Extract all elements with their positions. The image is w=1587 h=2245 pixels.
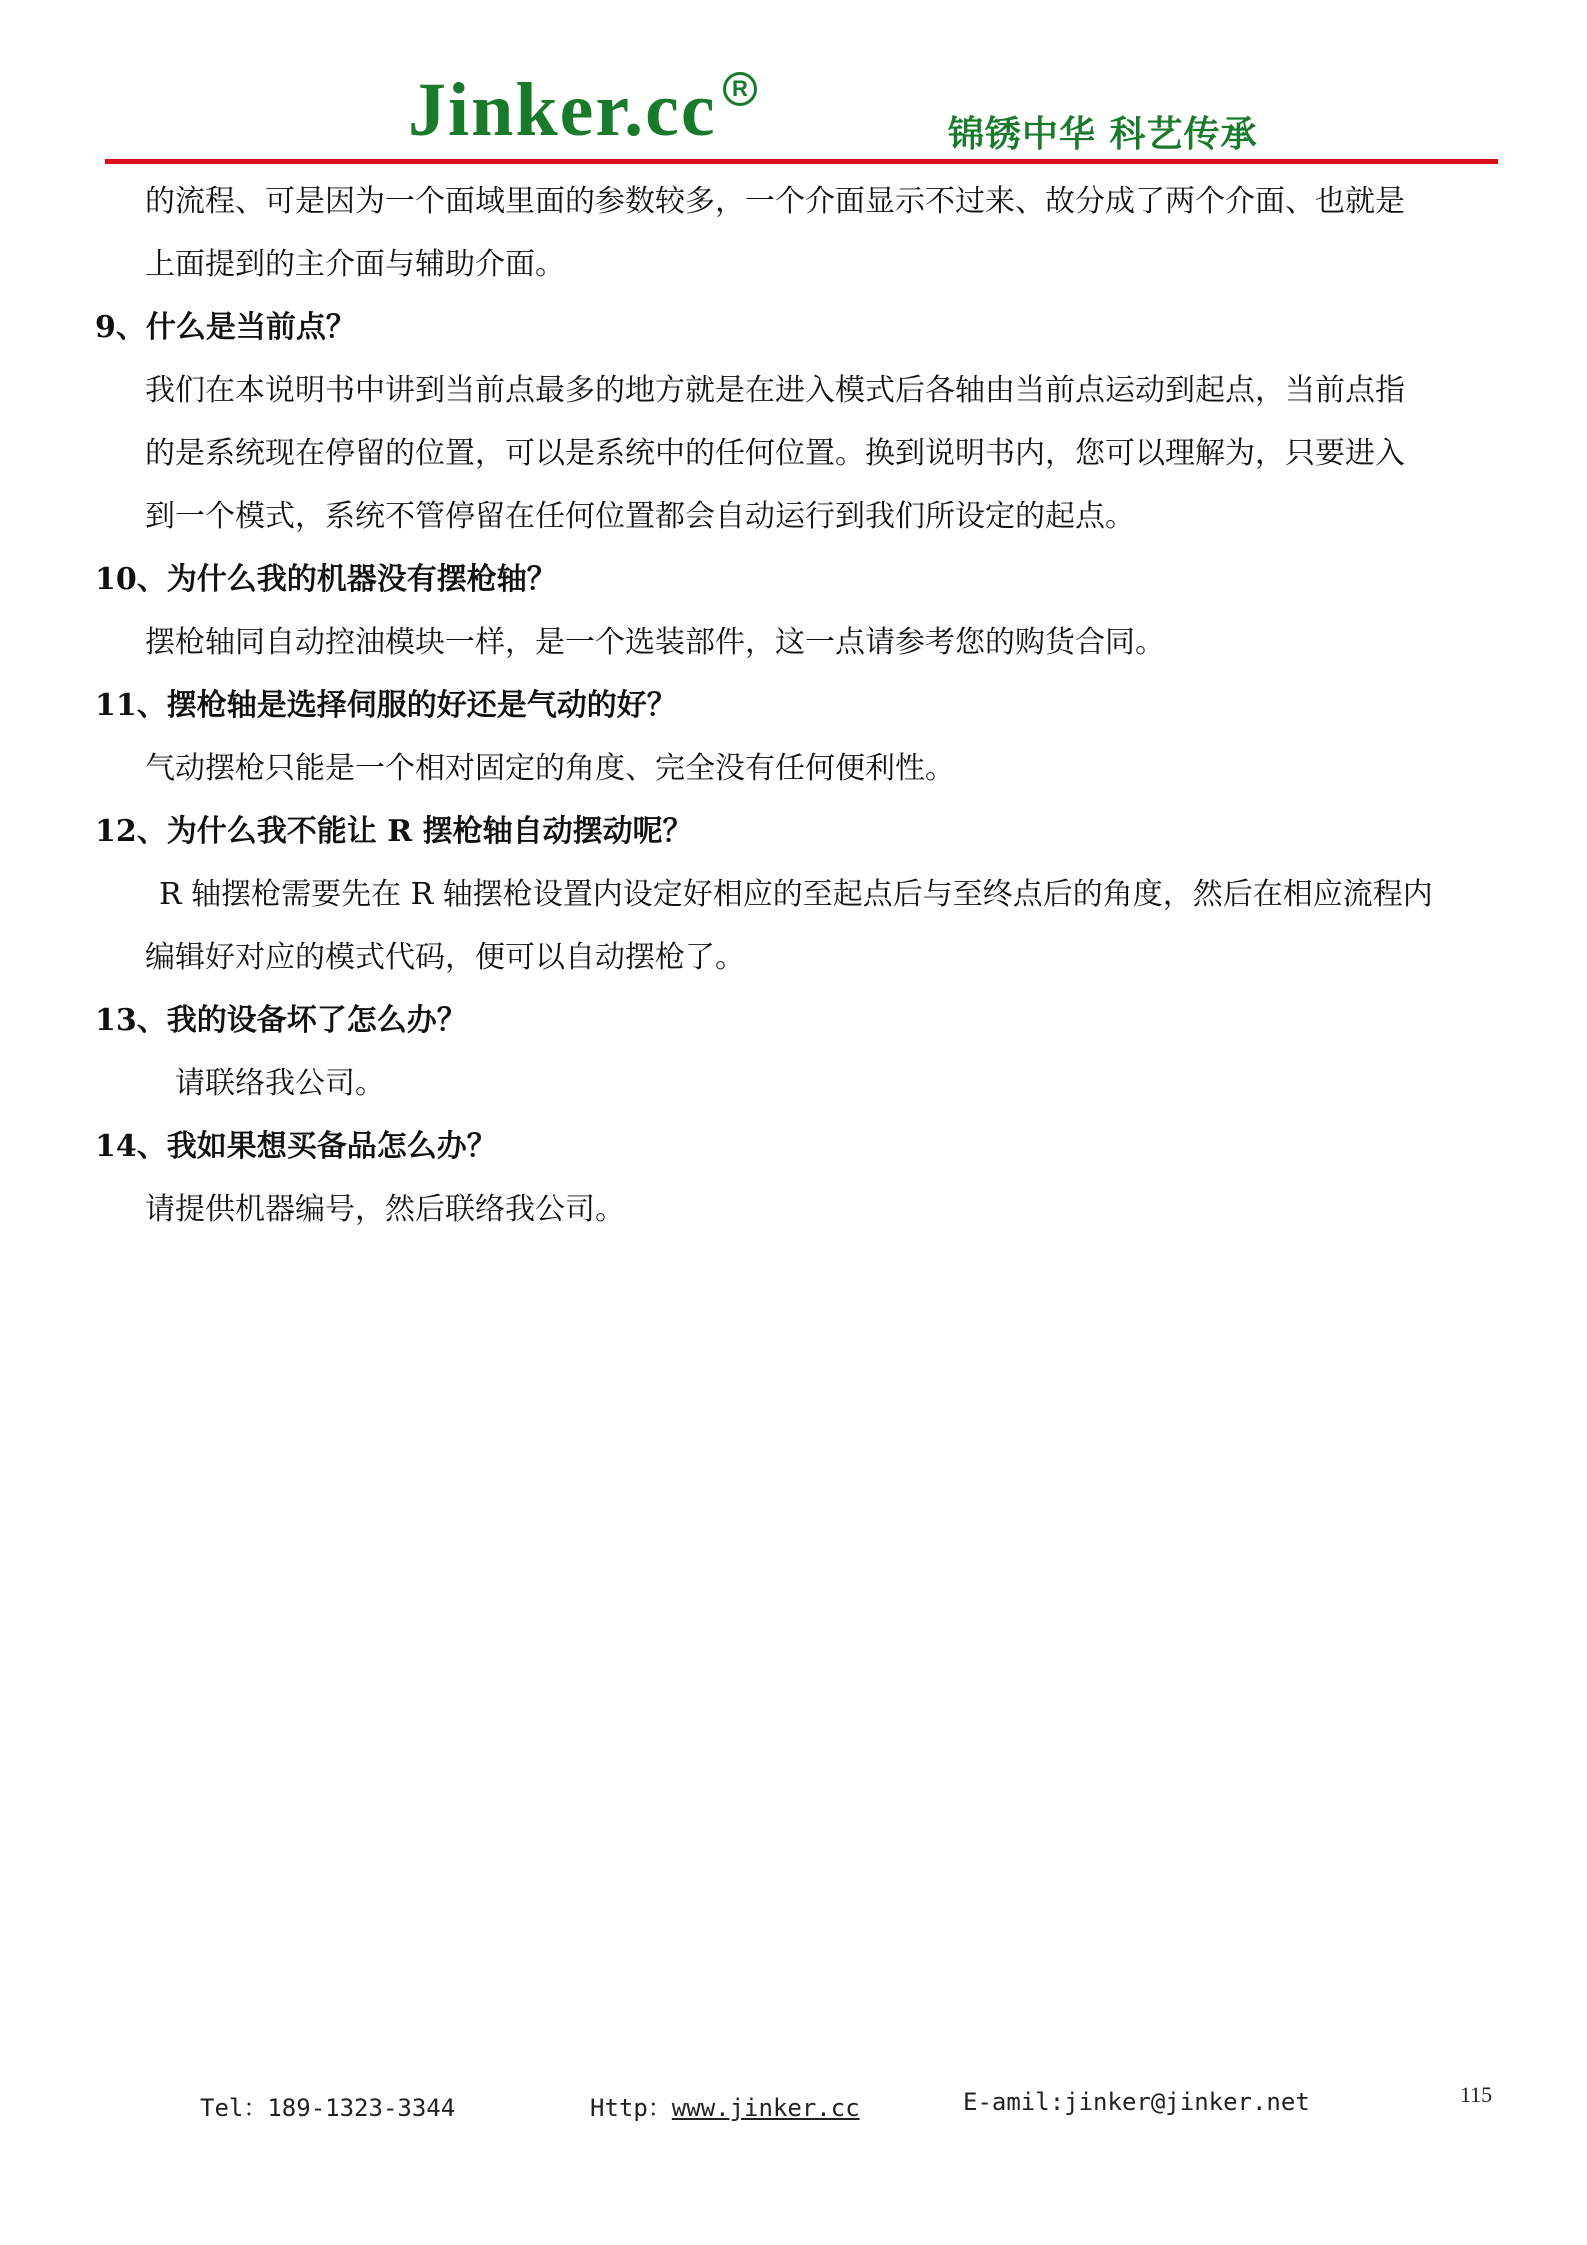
faq-answer-line: R 轴摆枪需要先在 R 轴摆枪设置内设定好相应的至起点后与至终点后的角度，然后在相应流程内	[159, 877, 1433, 912]
faq-question-10: 10、为什么我的机器没有摆枪轴？	[95, 562, 557, 597]
faq-answer-line: 的是系统现在停留的位置，可以是系统中的任何位置。换到说明书内，您可以理解为，只要进入	[145, 436, 1405, 471]
footer-website-label: Http：	[590, 2094, 672, 2122]
page-number: 115	[1460, 2082, 1493, 2107]
faq-answer-line: 到一个模式，系统不管停留在任何位置都会自动运行到我们所设定的起点。	[145, 499, 1135, 534]
faq-question-12: 12、为什么我不能让 R 摆枪轴自动摆动呢？	[95, 814, 693, 849]
paragraph-line: 的流程、可是因为一个面域里面的参数较多，一个介面显示不过来、故分成了两个介面、也就是	[145, 184, 1405, 219]
registered-mark-icon: R	[723, 72, 757, 106]
header-divider	[105, 159, 1498, 164]
footer-website	[590, 2088, 860, 2123]
brand-logo-text: Jinker.cc	[408, 68, 717, 152]
footer-email: E-amil:jinker@jinker.net	[963, 2088, 1310, 2116]
faq-answer-line: 编辑好对应的模式代码，便可以自动摆枪了。	[145, 940, 745, 975]
faq-answer-line: 摆枪轴同自动控油模块一样，是一个选装部件，这一点请参考您的购货合同。	[145, 625, 1165, 660]
faq-question-13: 13、我的设备坏了怎么办？	[95, 1003, 467, 1038]
faq-question-14: 14、我如果想买备品怎么办？	[95, 1129, 497, 1164]
footer-phone: Tel：189-1323-3344	[200, 2094, 456, 2122]
faq-answer-line: 气动摆枪只能是一个相对固定的角度、完全没有任何便利性。	[145, 751, 955, 786]
footer-website-link[interactable]: www.jinker.cc	[671, 2094, 860, 2122]
faq-answer-line: 请联络我公司。	[175, 1066, 385, 1101]
document-body	[95, 170, 1495, 1241]
paragraph-line: 上面提到的主介面与辅助介面。	[145, 247, 565, 282]
page-footer	[0, 2082, 1587, 2128]
brand-slogan: 锦锈中华 科艺传承	[948, 114, 1258, 155]
faq-question-9: 9、什么是当前点？	[95, 310, 356, 345]
faq-answer-line: 请提供机器编号，然后联络我公司。	[145, 1192, 625, 1227]
faq-question-11: 11、摆枪轴是选择伺服的好还是气动的好？	[95, 688, 677, 723]
brand-logo	[408, 68, 748, 152]
faq-answer-line: 我们在本说明书中讲到当前点最多的地方就是在进入模式后各轴由当前点运动到起点，当前点指	[145, 373, 1405, 408]
